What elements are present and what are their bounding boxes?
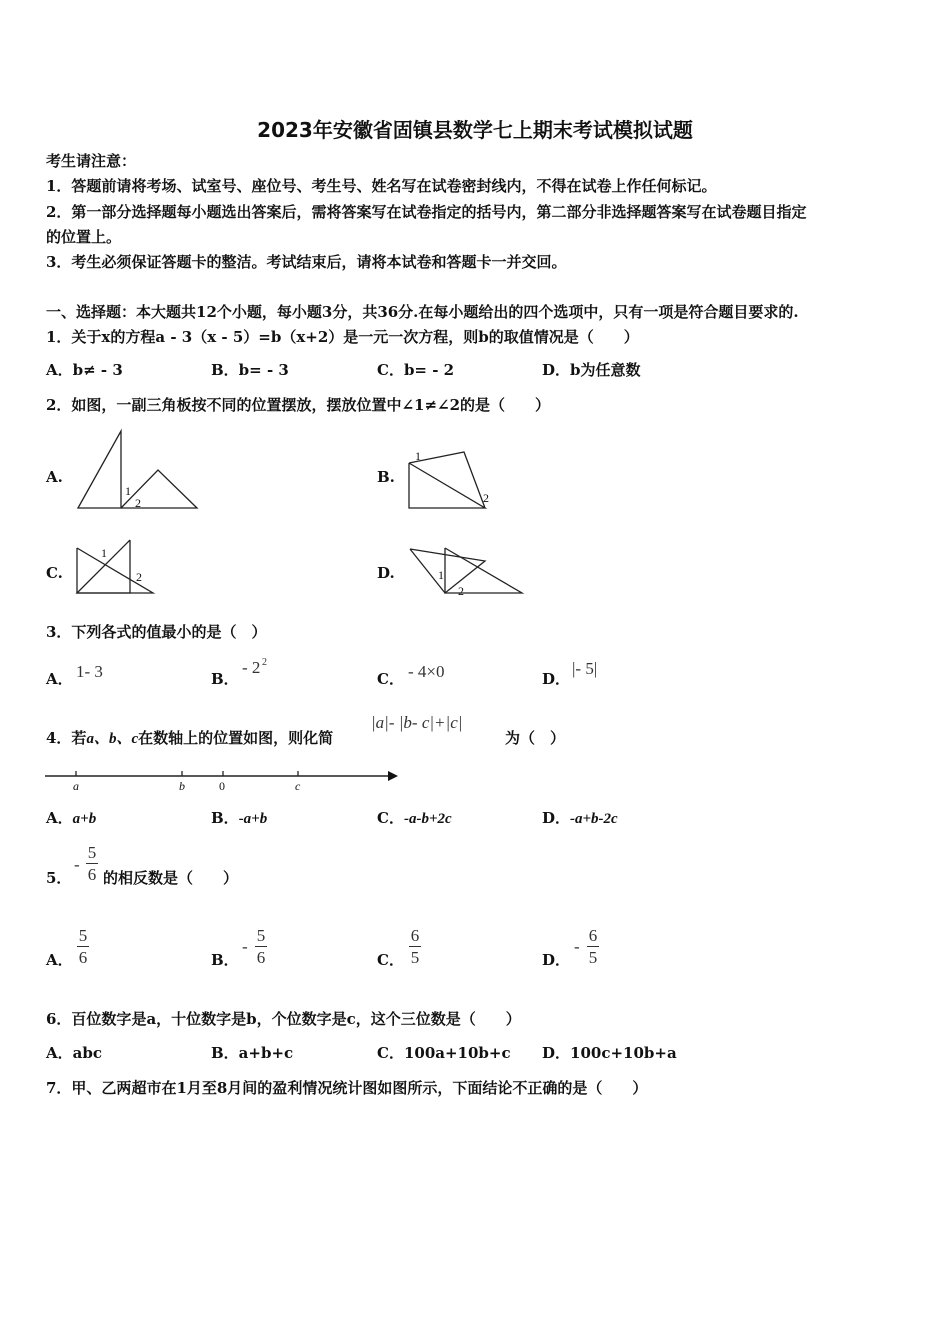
q3-option-a: A．	[46, 670, 73, 688]
numerator: 6	[588, 926, 598, 945]
q3-option-d: D．	[542, 670, 571, 688]
notice-item: 3．考生必须保证答题卡的整洁。考试结束后，请将本试卷和答题卡一并交回。	[46, 253, 567, 271]
q2-option-c: C.	[46, 564, 63, 582]
denominator: 6	[87, 865, 97, 884]
denominator: 6	[256, 948, 266, 967]
option-label: B．	[211, 809, 239, 827]
page-title: 2023年安徽省固镇县数学七上期末考试模拟试题	[257, 118, 693, 142]
notice-heading: 考生请注意：	[46, 152, 137, 170]
q5-option-d: D．	[542, 951, 571, 969]
q3-option-c: C．	[377, 670, 404, 688]
numerator: 5	[87, 843, 97, 862]
q5-option-a: A．	[46, 951, 73, 969]
question-5-number: 5．	[46, 869, 72, 887]
notice-item: 2．第一部分选择题每小题选出答案后，需将答案写在试卷指定的括号内，第二部分非选择题答案写在试卷题目指定	[46, 203, 807, 221]
q1-option-c: C．b= - 2	[377, 361, 455, 379]
q3-expr-c: - 4×0	[408, 662, 445, 681]
q1-option-b: B．b= - 3	[211, 361, 289, 379]
q3-expr-d: |- 5|	[572, 659, 598, 678]
axis-label-zero: 0	[219, 779, 225, 793]
q4-option-a	[46, 809, 96, 828]
q4-expression: |a|- |b- c|+|c|	[371, 713, 463, 732]
q1-option-a: A．b≠ - 3	[46, 361, 123, 379]
q5-option-a-fraction	[77, 926, 89, 967]
angle-label: 1	[415, 449, 421, 463]
option-label: A．	[46, 809, 73, 827]
q5-option-b-fraction	[255, 926, 267, 967]
q6-option-a: A．abc	[46, 1044, 102, 1062]
angle-label: 2	[458, 584, 464, 598]
question-4-stem	[46, 729, 333, 748]
denominator: 5	[410, 948, 420, 967]
option-value: a+b	[72, 811, 97, 827]
option-value: -a+b	[238, 811, 268, 827]
option-label: D．	[542, 809, 571, 827]
q2-option-a: A.	[46, 468, 63, 486]
q2-option-b: B.	[377, 468, 395, 486]
q4-stem-post: 为（ ）	[505, 729, 566, 747]
q4-option-d	[542, 809, 618, 828]
q5-minus: -	[74, 855, 80, 874]
q1-option-d: D．b为任意数	[542, 361, 641, 379]
q5-option-d-sign: -	[574, 937, 580, 956]
denominator: 5	[588, 948, 598, 967]
figure-b-triangles	[409, 449, 489, 508]
notice-item: 的位置上。	[46, 228, 122, 246]
numerator: 5	[256, 926, 266, 945]
figure-d-triangles	[410, 548, 522, 598]
question-2-stem: 2．如图，一副三角板按不同的位置摆放，摆放位置中∠1≠∠2的是（ ）	[46, 396, 551, 414]
figure-a-triangles	[78, 431, 197, 510]
question-3-stem: 3．下列各式的值最小的是（ ）	[46, 623, 267, 641]
q5-option-d-fraction	[587, 926, 599, 967]
question-5-stem: 的相反数是（ ）	[103, 869, 239, 887]
q5-option-b: B．	[211, 951, 239, 969]
q4-option-b	[211, 809, 267, 828]
axis-label-a: a	[73, 779, 79, 793]
angle-label: 1	[101, 546, 107, 560]
option-label: C．	[377, 809, 404, 827]
denominator: 6	[78, 948, 88, 967]
q6-option-c: C．100a+10b+c	[377, 1044, 511, 1062]
option-value: -a-b+2c	[403, 811, 452, 827]
angle-label: 2	[483, 491, 489, 505]
q3-expr-a: 1- 3	[76, 662, 103, 681]
q6-option-b: B．a+b+c	[211, 1044, 294, 1062]
q5-option-c: C．	[377, 951, 404, 969]
q3-option-b: B．	[211, 670, 239, 688]
number-line	[45, 771, 398, 793]
q4-stem-vars: a、b、c	[86, 731, 139, 747]
q5-fraction	[86, 843, 98, 884]
question-7-stem: 7．甲、乙两超市在1月至8月间的盈利情况统计图如图所示，下面结论不正确的是（ ）	[46, 1079, 648, 1097]
q3-expr-b-exponent: 2	[262, 657, 267, 668]
q5-option-b-sign: -	[242, 937, 248, 956]
numerator: 6	[410, 926, 420, 945]
notice-item: 1．答题前请将考场、试室号、座位号、考生号、姓名写在试卷密封线内，不得在试卷上作任何标记。	[46, 177, 717, 195]
axis-label-b: b	[179, 779, 185, 793]
q4-option-c	[377, 809, 452, 828]
angle-label: 2	[135, 496, 141, 510]
option-value: -a+b-2c	[570, 811, 618, 827]
numerator: 5	[78, 926, 88, 945]
question-1-stem: 1．关于x的方程a - 3（x - 5）=b（x+2）是一元一次方程，则b的取值情况是（ ）	[46, 328, 639, 346]
question-6-stem: 6．百位数字是a，十位数字是b，个位数字是c，这个三位数是（ ）	[46, 1010, 521, 1028]
q4-stem-mid: 在数轴上的位置如图，则化简	[138, 729, 334, 747]
q2-option-d: D.	[377, 564, 395, 582]
angle-label: 1	[438, 568, 444, 582]
figure-c-triangles	[77, 540, 153, 593]
q4-stem-pre: 4．若	[46, 729, 87, 747]
angle-label: 1	[125, 484, 131, 498]
q5-option-c-fraction	[409, 926, 421, 967]
axis-label-c: c	[295, 779, 301, 793]
q3-expr-b: - 2	[242, 658, 261, 677]
q6-option-d: D．100c+10b+a	[542, 1044, 677, 1062]
section-heading: 一、选择题：本大题共12个小题，每小题3分，共36分.在每小题给出的四个选项中，只有一项是符合题目要求的.	[46, 303, 799, 321]
angle-label: 2	[136, 570, 142, 584]
